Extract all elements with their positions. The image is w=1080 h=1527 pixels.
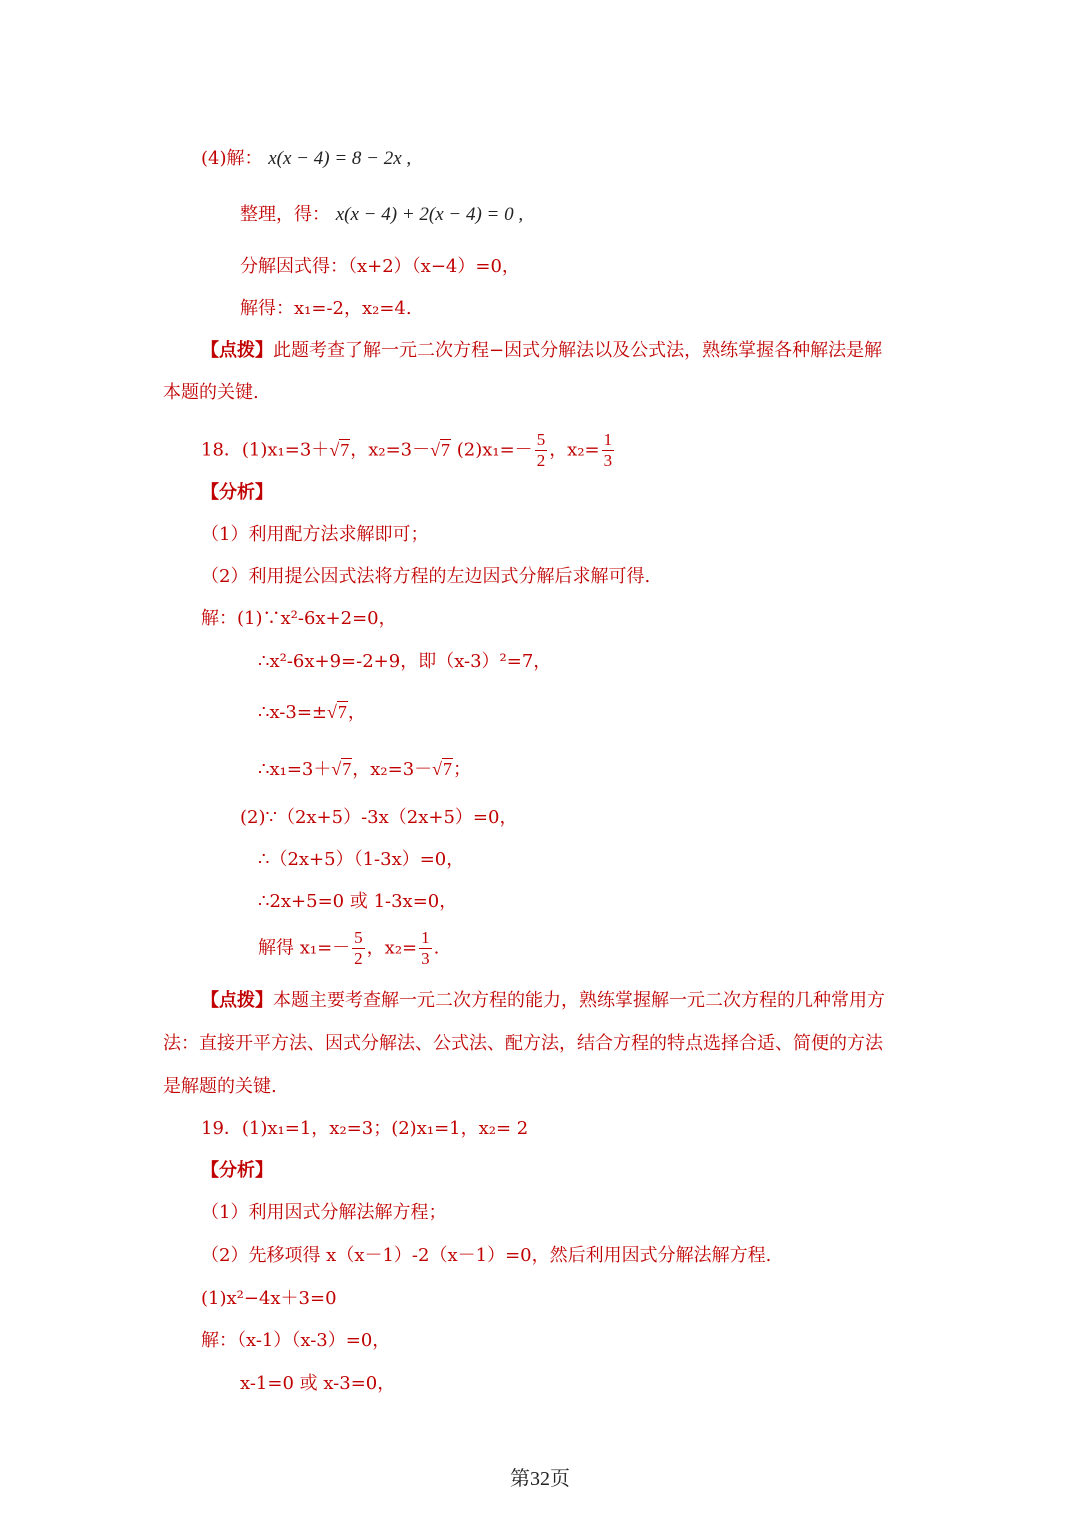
fraction-1-3-b: $\frac{1}{3}$: [421, 928, 430, 968]
sol19-line2: 解：（x-1）（x-3）=0，: [201, 1330, 391, 1351]
sqrt-7-d: √7: [331, 759, 352, 779]
part4-step2: 分解因式得：（x+2）（x−4）=0，: [240, 256, 520, 277]
part4-label: (4)解：: [201, 148, 263, 169]
sol18-line3: ∴x-3=±√7，: [258, 699, 366, 726]
sol19-line3: x-1=0 或 x-3=0，: [240, 1373, 396, 1394]
note1-tag: 【点拨】: [201, 340, 273, 361]
note2-line2: 法：直接开平方法、因式分解法、公式法、配方法，结合方程的特点选择合适、简便的方法: [163, 1033, 883, 1054]
sol18-line6: ∴（2x+5）（1-3x）=0，: [258, 849, 465, 870]
sqrt-7-b: √7: [430, 439, 450, 460]
fraction-5-2: $\frac{5}{2}$: [536, 430, 546, 470]
note2-line1: 【点拨】本题主要考查解一元二次方程的能力，熟练掌握解一元二次方程的几种常用方: [201, 990, 885, 1011]
sol19-line1: (1)x²−4x＋3=0: [201, 1288, 337, 1309]
page-number: 第32页: [510, 1468, 570, 1490]
analysis2-tag: 【分析】: [201, 1160, 273, 1181]
fraction-5-2-b: $\frac{5}{2}$: [354, 928, 363, 968]
note1-text1: 此题考查了解一元二次方程−因式分解法以及公式法，熟练掌握各种解法是解: [273, 340, 883, 361]
part4-step3: 解得：x₁=-2，x₂=4.: [240, 298, 412, 319]
part4-equation: x(x − 4) = 8 − 2x ,: [268, 148, 412, 169]
q18-part-a: 18．(1)x₁=3＋: [201, 439, 330, 461]
step1-equation: x(x − 4) + 2(x − 4) = 0 ,: [335, 204, 524, 225]
sqrt-7-a: √7: [329, 439, 350, 460]
sqrt-7-e: √7: [432, 759, 453, 779]
note1-line2: 本题的关键.: [163, 382, 259, 403]
analysis2-line1: （1）利用因式分解法解方程；: [201, 1202, 447, 1223]
note1-line1: [201, 338, 882, 364]
analysis1-line1: （1）利用配方法求解即可；: [201, 524, 429, 545]
step1-label: 整理，得：: [240, 204, 330, 225]
part4-step1: [240, 202, 523, 228]
q18-part-c: (2)x₁=－: [456, 439, 533, 461]
q18-part-d: ，x₂=: [549, 439, 600, 461]
analysis2-line2: （2）先移项得 x（x－1）-2（x－1）=0，然后利用因式分解法解方程.: [201, 1245, 772, 1266]
q19-answer: 19．(1)x₁=1，x₂=3；(2)x₁=1，x₂= 2: [201, 1118, 529, 1139]
note2-tag: 【点拨】: [201, 990, 273, 1011]
sqrt-7-c: √7: [327, 702, 347, 722]
fraction-1-3: $\frac{1}{3}$: [603, 430, 613, 470]
sol18-line1: 解：(1)∵x²-6x+2=0，: [201, 608, 397, 629]
analysis1-tag: 【分析】: [201, 482, 273, 503]
analysis1-line2: （2）利用提公因式法将方程的左边因式分解后求解可得.: [201, 566, 651, 587]
sol18-line5: (2)∵（2x+5）-3x（2x+5）=0，: [240, 807, 518, 828]
sol18-line2: ∴x²-6x+9=-2+9，即（x-3）²=7，: [258, 651, 552, 672]
sol18-line4: ∴x₁=3＋√7，x₂=3－√7；: [258, 756, 471, 783]
part4-line: [201, 146, 411, 172]
sol18-line8: 解得 x₁=－ $\frac{5}{2}$ ，x₂= $\frac{1}{3}$ .: [258, 928, 440, 968]
note2-line3: 是解题的关键.: [163, 1076, 277, 1097]
sol18-line7: ∴2x+5=0 或 1-3x=0，: [258, 891, 458, 912]
q18-answer: [201, 430, 616, 471]
q18-part-b: ，x₂=3－: [350, 439, 431, 461]
